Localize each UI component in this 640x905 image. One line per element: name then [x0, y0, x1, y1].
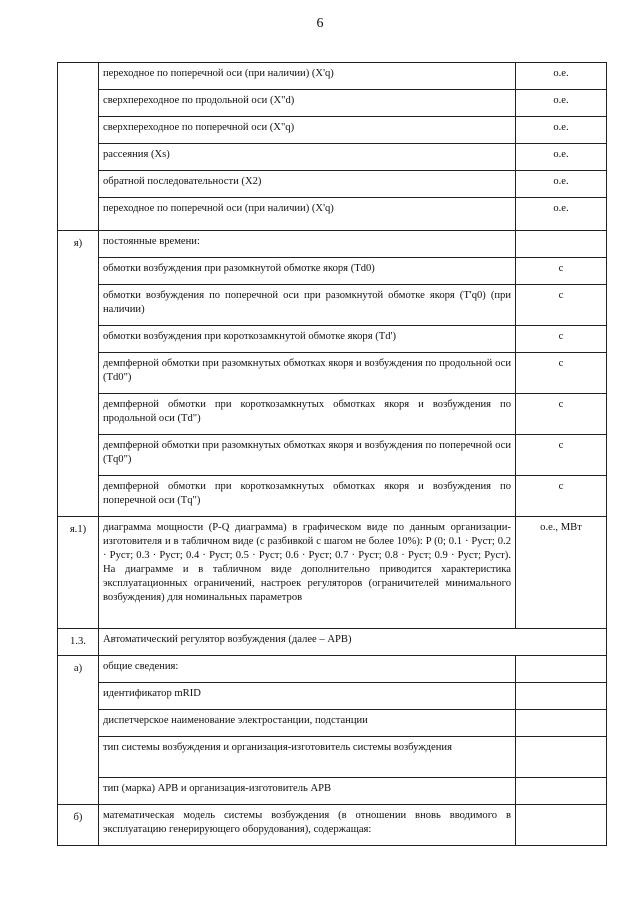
row-number — [58, 394, 99, 435]
row-text: обмотки возбуждения при разомкнутой обмотке якоря (Td0) — [99, 258, 516, 285]
table-row — [58, 517, 607, 629]
row-text: диаграмма мощности (P-Q диаграмма) в графическом виде по данным организации-изготовителя и в табличном виде (с разбивкой с шагом не более 10%): P (0; 0.1 · Pуст; 0.2 · Pуст; 0.3 · Pуст; 0.4 · Pуст; 0.5 · Pуст; 0.6 · Pуст; 0.7 · Pуст; 0.8 · Pуст; 0.9 · Pуст; Pуст). На диаграмме и в табличном виде дополнительно приводится характеристика эксплуатационных ограничений, настроек регуляторов (ограничителей минимального возбуждения) для номинальных параметров — [99, 517, 516, 629]
row-number — [58, 710, 99, 737]
row-number — [58, 353, 99, 394]
row-number — [58, 683, 99, 710]
table-row — [58, 683, 607, 710]
row-number — [58, 737, 99, 778]
row-text: сверхпереходное по продольной оси (X"d) — [99, 90, 516, 117]
row-text: демпферной обмотки при разомкнутых обмотках якоря и возбуждения по продольной оси (Td0") — [99, 353, 516, 394]
row-text: рассеяния (Xs) — [99, 144, 516, 171]
row-number — [58, 90, 99, 117]
row-text: постоянные времени: — [99, 231, 516, 258]
row-unit — [516, 805, 607, 846]
parameters-table — [57, 62, 607, 846]
row-unit: o.e. — [516, 144, 607, 171]
table-row — [58, 435, 607, 476]
table-row — [58, 353, 607, 394]
row-number — [58, 198, 99, 231]
row-text: тип (марка) АРВ и организация-изготовитель АРВ — [99, 778, 516, 805]
row-number — [58, 171, 99, 198]
row-number — [58, 258, 99, 285]
row-text: обмотки возбуждения по поперечной оси при разомкнутой обмотке якоря (T'q0) (при наличии) — [99, 285, 516, 326]
row-unit — [516, 710, 607, 737]
row-text: сверхпереходное по поперечной оси (X"q) — [99, 117, 516, 144]
table-row — [58, 144, 607, 171]
row-number: б) — [58, 805, 99, 846]
table-row — [58, 171, 607, 198]
table-row — [58, 198, 607, 231]
row-text: демпферной обмотки при короткозамкнутых обмотках якоря и возбуждения по поперечной оси (Tq") — [99, 476, 516, 517]
row-number — [58, 476, 99, 517]
table-row — [58, 63, 607, 90]
row-unit: c — [516, 435, 607, 476]
row-unit: c — [516, 285, 607, 326]
row-text: математическая модель системы возбуждения (в отношении вновь вводимого в эксплуатацию генерирующего оборудования), содержащая: — [99, 805, 516, 846]
row-text: демпферной обмотки при разомкнутых обмотках якоря и возбуждения по поперечной оси (Tq0") — [99, 435, 516, 476]
table-row — [58, 805, 607, 846]
row-text: демпферной обмотки при короткозамкнутых обмотках якоря и возбуждения по продольной оси (Td") — [99, 394, 516, 435]
page-number: 6 — [316, 16, 324, 31]
row-number — [58, 778, 99, 805]
table-row — [58, 258, 607, 285]
table-row — [58, 778, 607, 805]
row-unit: o.e. — [516, 198, 607, 231]
row-unit — [516, 683, 607, 710]
row-text: тип системы возбуждения и организация-изготовитель системы возбуждения — [99, 737, 516, 778]
row-number: я.1) — [58, 517, 99, 629]
table-row — [58, 629, 607, 656]
row-unit: c — [516, 394, 607, 435]
table-row — [58, 285, 607, 326]
row-unit: c — [516, 326, 607, 353]
row-text: переходное по поперечной оси (при наличии) (X'q) — [99, 63, 516, 90]
table-row — [58, 476, 607, 517]
row-number — [58, 117, 99, 144]
row-number: 1.3. — [58, 629, 99, 656]
row-text: обратной последовательности (X2) — [99, 171, 516, 198]
row-number — [58, 285, 99, 326]
table-row — [58, 710, 607, 737]
row-text: Автоматический регулятор возбуждения (далее – АРВ) — [99, 629, 607, 656]
row-unit — [516, 656, 607, 683]
row-unit: c — [516, 353, 607, 394]
table-row — [58, 90, 607, 117]
row-number — [58, 144, 99, 171]
row-unit: c — [516, 258, 607, 285]
row-number: я) — [58, 231, 99, 258]
row-unit — [516, 737, 607, 778]
row-number: а) — [58, 656, 99, 683]
row-text: обмотки возбуждения при короткозамкнутой обмотке якоря (Td') — [99, 326, 516, 353]
row-unit: o.e. — [516, 171, 607, 198]
row-unit: o.e. — [516, 90, 607, 117]
table-row — [58, 326, 607, 353]
row-unit: o.e. — [516, 63, 607, 90]
table-row — [58, 656, 607, 683]
row-unit: o.e., МВт — [516, 517, 607, 629]
row-text: общие сведения: — [99, 656, 516, 683]
row-unit: o.e. — [516, 117, 607, 144]
row-number — [58, 326, 99, 353]
table-row — [58, 394, 607, 435]
row-text: диспетчерское наименование электростанции, подстанции — [99, 710, 516, 737]
row-unit: c — [516, 476, 607, 517]
row-unit — [516, 778, 607, 805]
table-row — [58, 231, 607, 258]
row-number — [58, 63, 99, 90]
row-text: переходное по поперечной оси (при наличии) (X'q) — [99, 198, 516, 231]
row-unit — [516, 231, 607, 258]
table-row — [58, 117, 607, 144]
row-number — [58, 435, 99, 476]
row-text: идентификатор mRID — [99, 683, 516, 710]
table-row — [58, 737, 607, 778]
